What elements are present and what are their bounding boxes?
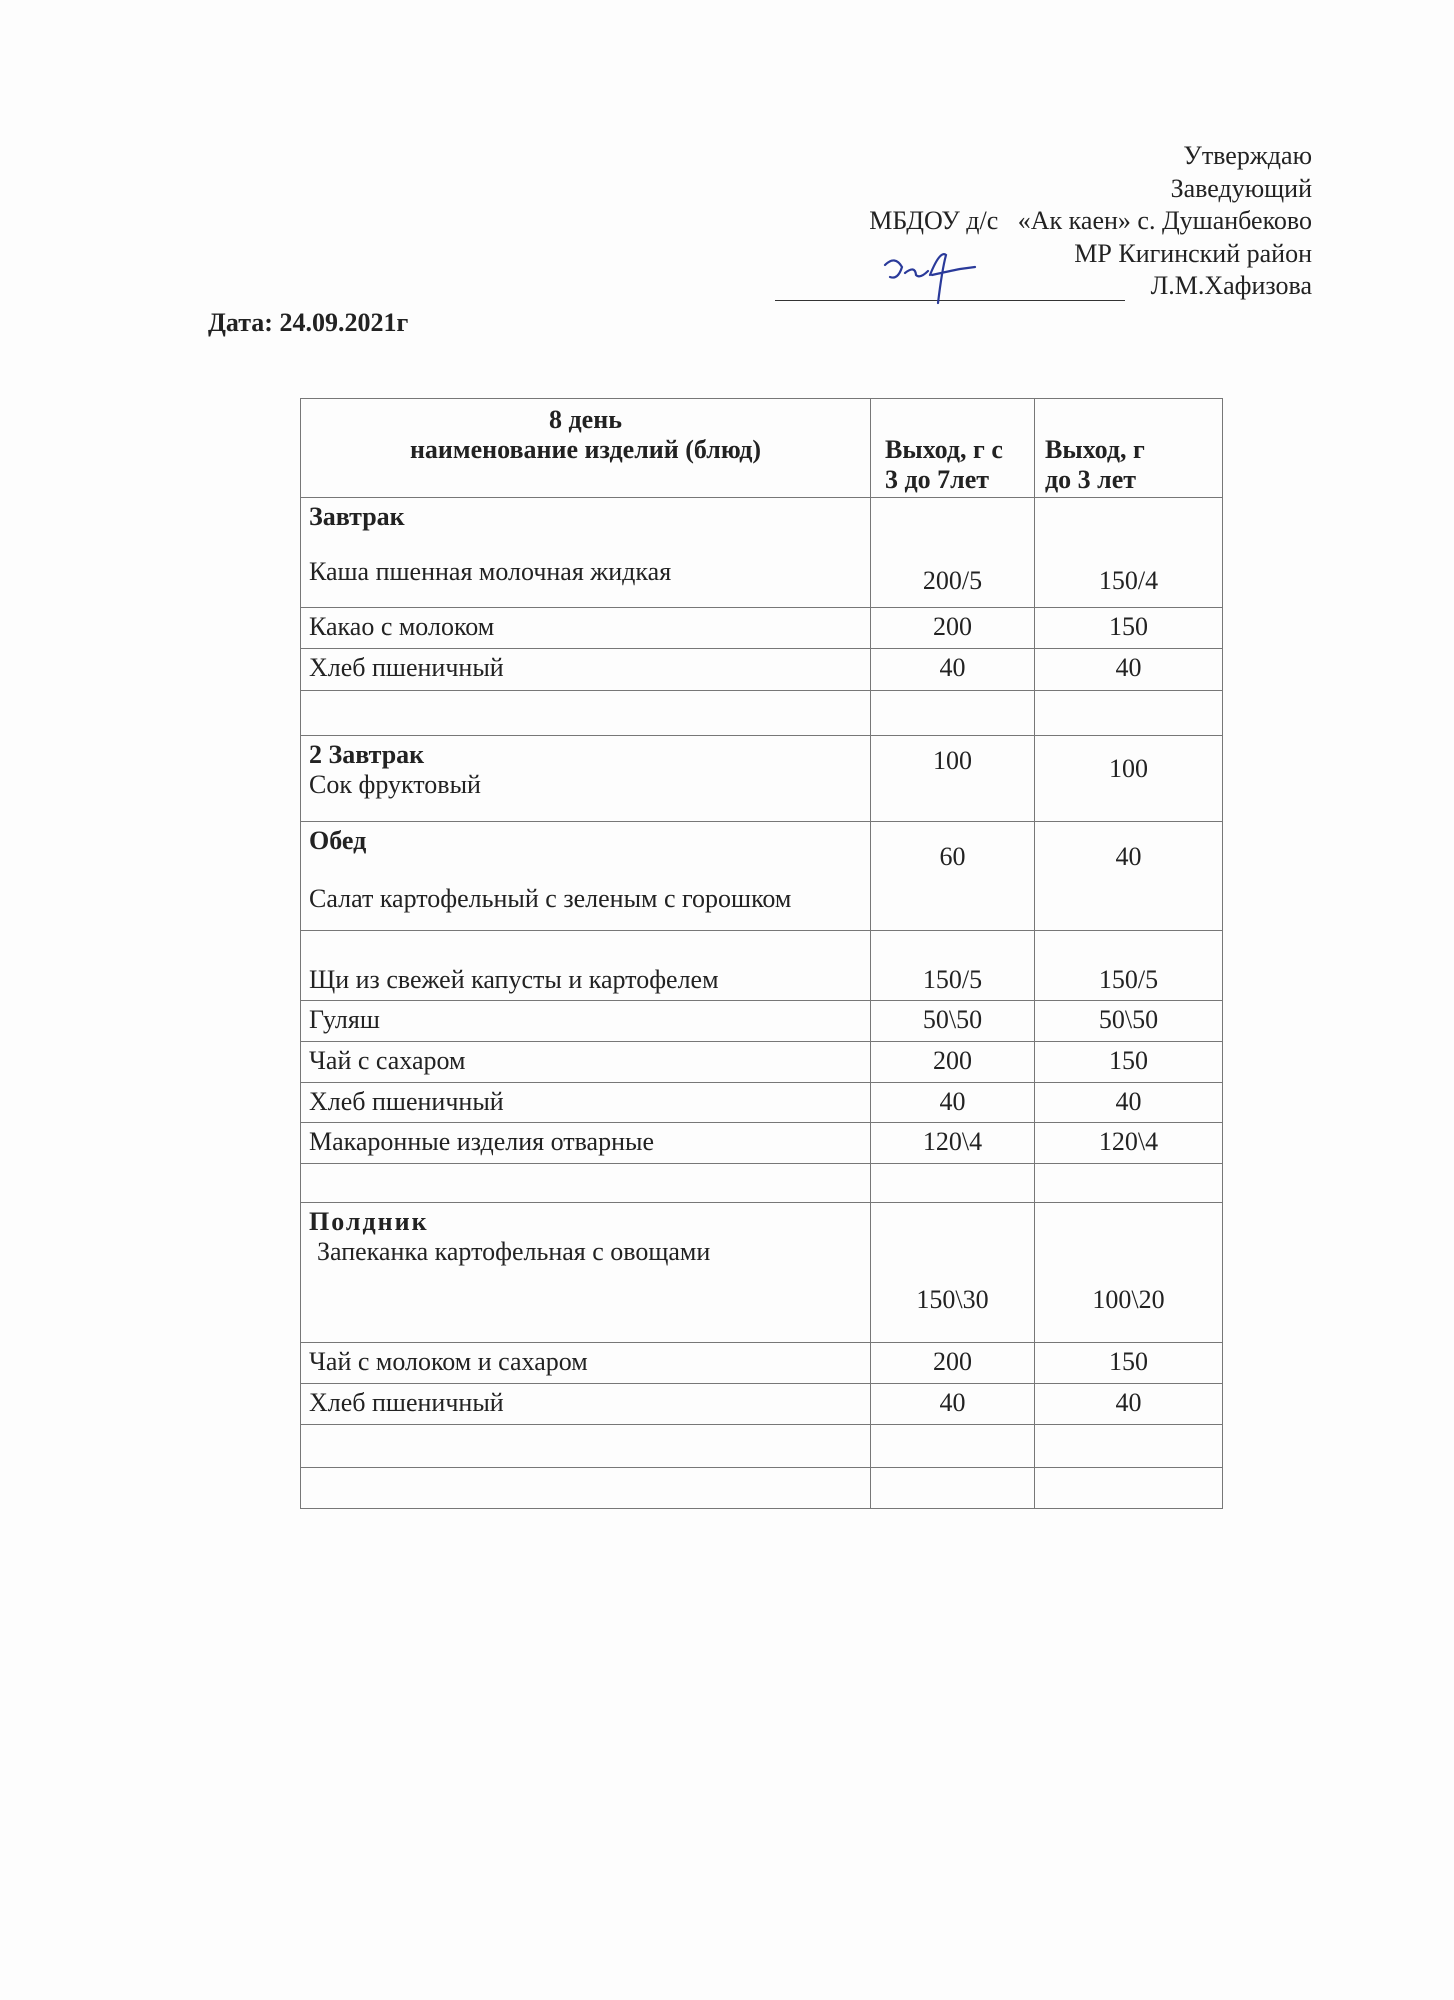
document-date: Дата: 24.09.2021г — [208, 308, 409, 337]
dish-name: Каша пшенная молочная жидкая — [309, 557, 672, 586]
approval-line: Утверждаю — [1183, 141, 1312, 170]
yield-3-7-cell: 150/5 — [871, 931, 1035, 1001]
approval-line: МБДОУ д/с «Ак каен» с. Душанбеково — [869, 206, 1312, 235]
yield-under-3-cell — [1035, 1164, 1223, 1203]
handwritten-signature — [880, 245, 990, 305]
yield-3-7-cell — [871, 691, 1035, 736]
dish-name: Макаронные изделия отварные — [309, 1127, 655, 1156]
dish-name: Чай с сахаром — [309, 1046, 466, 1075]
table-row — [301, 1123, 1223, 1164]
yield-under-3-cell — [1035, 1468, 1223, 1509]
table-row — [301, 1343, 1223, 1384]
header-col3-line1: Выход, г — [1045, 435, 1145, 464]
dish-name: Хлеб пшеничный — [309, 653, 504, 682]
table-row — [301, 931, 1223, 1001]
yield-3-7-cell: 40 — [871, 1384, 1035, 1425]
approval-line: МР Кигинский район — [1074, 238, 1312, 268]
table-row — [301, 1001, 1223, 1042]
table-row — [301, 822, 1223, 931]
menu-table — [300, 398, 1223, 1509]
yield-3-7-cell — [871, 1164, 1035, 1203]
dish-cell — [301, 649, 871, 691]
dish-name: Салат картофельный с зеленым с горошком — [309, 884, 792, 913]
table-row — [301, 1425, 1223, 1468]
yield-under-3-cell: 150 — [1035, 1343, 1223, 1384]
dish-name: Хлеб пшеничный — [309, 1388, 504, 1417]
yield-under-3-cell: 100 — [1035, 736, 1223, 822]
table-row — [301, 1164, 1223, 1203]
dish-name: Какао с молоком — [309, 612, 495, 641]
table-row — [301, 736, 1223, 822]
table-row — [301, 1042, 1223, 1083]
yield-3-7-cell: 120\4 — [871, 1123, 1035, 1164]
approval-line: Л.М.Хафизова — [1150, 271, 1312, 300]
dish-cell — [301, 498, 871, 608]
yield-3-7-cell: 150\30 — [871, 1203, 1035, 1343]
header-col3-line2: до 3 лет — [1045, 465, 1137, 494]
header-col-under-3 — [1035, 399, 1223, 498]
dish-name: Сок фруктовый — [309, 770, 481, 799]
yield-3-7-cell: 60 — [871, 822, 1035, 931]
yield-under-3-cell — [1035, 691, 1223, 736]
table-row — [301, 649, 1223, 691]
dish-cell — [301, 1042, 871, 1083]
header-col-3-7 — [871, 399, 1035, 498]
dish-cell — [301, 736, 871, 822]
yield-3-7-cell: 100 — [871, 736, 1035, 822]
dish-name: Гуляш — [309, 1005, 380, 1034]
yield-under-3-cell: 150/5 — [1035, 931, 1223, 1001]
table-row — [301, 498, 1223, 608]
yield-3-7-cell: 200 — [871, 1343, 1035, 1384]
dish-cell — [301, 822, 871, 931]
yield-3-7-cell — [871, 1425, 1035, 1468]
yield-3-7-cell: 200 — [871, 608, 1035, 649]
table-row — [301, 1203, 1223, 1343]
dish-cell — [301, 691, 871, 736]
header-name-label: наименование изделий (блюд) — [409, 435, 762, 464]
header-day: 8 день — [549, 405, 622, 434]
yield-under-3-cell: 120\4 — [1035, 1123, 1223, 1164]
dish-name: Щи из свежей капусты и картофелем — [309, 965, 719, 994]
yield-under-3-cell: 50\50 — [1035, 1001, 1223, 1042]
header-col2-line1: Выход, г с — [885, 435, 1003, 464]
meal-section-title: Завтрак — [309, 502, 405, 531]
dish-cell — [301, 931, 871, 1001]
yield-under-3-cell: 40 — [1035, 822, 1223, 931]
yield-3-7-cell: 200/5 — [871, 498, 1035, 608]
yield-under-3-cell: 40 — [1035, 1384, 1223, 1425]
yield-under-3-cell: 40 — [1035, 1083, 1223, 1123]
yield-under-3-cell: 40 — [1035, 649, 1223, 691]
yield-under-3-cell: 150 — [1035, 608, 1223, 649]
yield-under-3-cell — [1035, 1425, 1223, 1468]
table-row — [301, 1384, 1223, 1425]
dish-cell — [301, 1164, 871, 1203]
dish-cell — [301, 1468, 871, 1509]
meal-section-title: 2 Завтрак — [309, 740, 425, 769]
meal-section-title: Полдник — [309, 1207, 429, 1236]
yield-3-7-cell: 40 — [871, 649, 1035, 691]
yield-under-3-cell: 150/4 — [1035, 498, 1223, 608]
meal-section-title: Обед — [309, 826, 367, 855]
approval-line: Заведующий — [1170, 173, 1312, 203]
yield-3-7-cell: 40 — [871, 1083, 1035, 1123]
yield-3-7-cell: 200 — [871, 1042, 1035, 1083]
table-header — [301, 399, 1223, 498]
dish-cell — [301, 1384, 871, 1425]
yield-3-7-cell — [871, 1468, 1035, 1509]
dish-cell — [301, 1001, 871, 1042]
yield-under-3-cell: 100\20 — [1035, 1203, 1223, 1343]
header-name — [301, 399, 871, 498]
table-row — [301, 691, 1223, 736]
dish-cell — [301, 1123, 871, 1164]
table-row — [301, 608, 1223, 649]
table-row — [301, 1468, 1223, 1509]
yield-3-7-cell: 50\50 — [871, 1001, 1035, 1042]
dish-cell — [301, 608, 871, 649]
dish-cell — [301, 1203, 871, 1343]
dish-name: Запеканка картофельная с овощами — [317, 1237, 711, 1266]
dish-cell — [301, 1425, 871, 1468]
table-row — [301, 1083, 1223, 1123]
dish-cell — [301, 1343, 871, 1384]
dish-name: Хлеб пшеничный — [309, 1087, 504, 1116]
header-col2-line2: 3 до 7лет — [885, 465, 990, 494]
dish-name: Чай с молоком и сахаром — [309, 1347, 588, 1376]
yield-under-3-cell: 150 — [1035, 1042, 1223, 1083]
dish-cell — [301, 1083, 871, 1123]
